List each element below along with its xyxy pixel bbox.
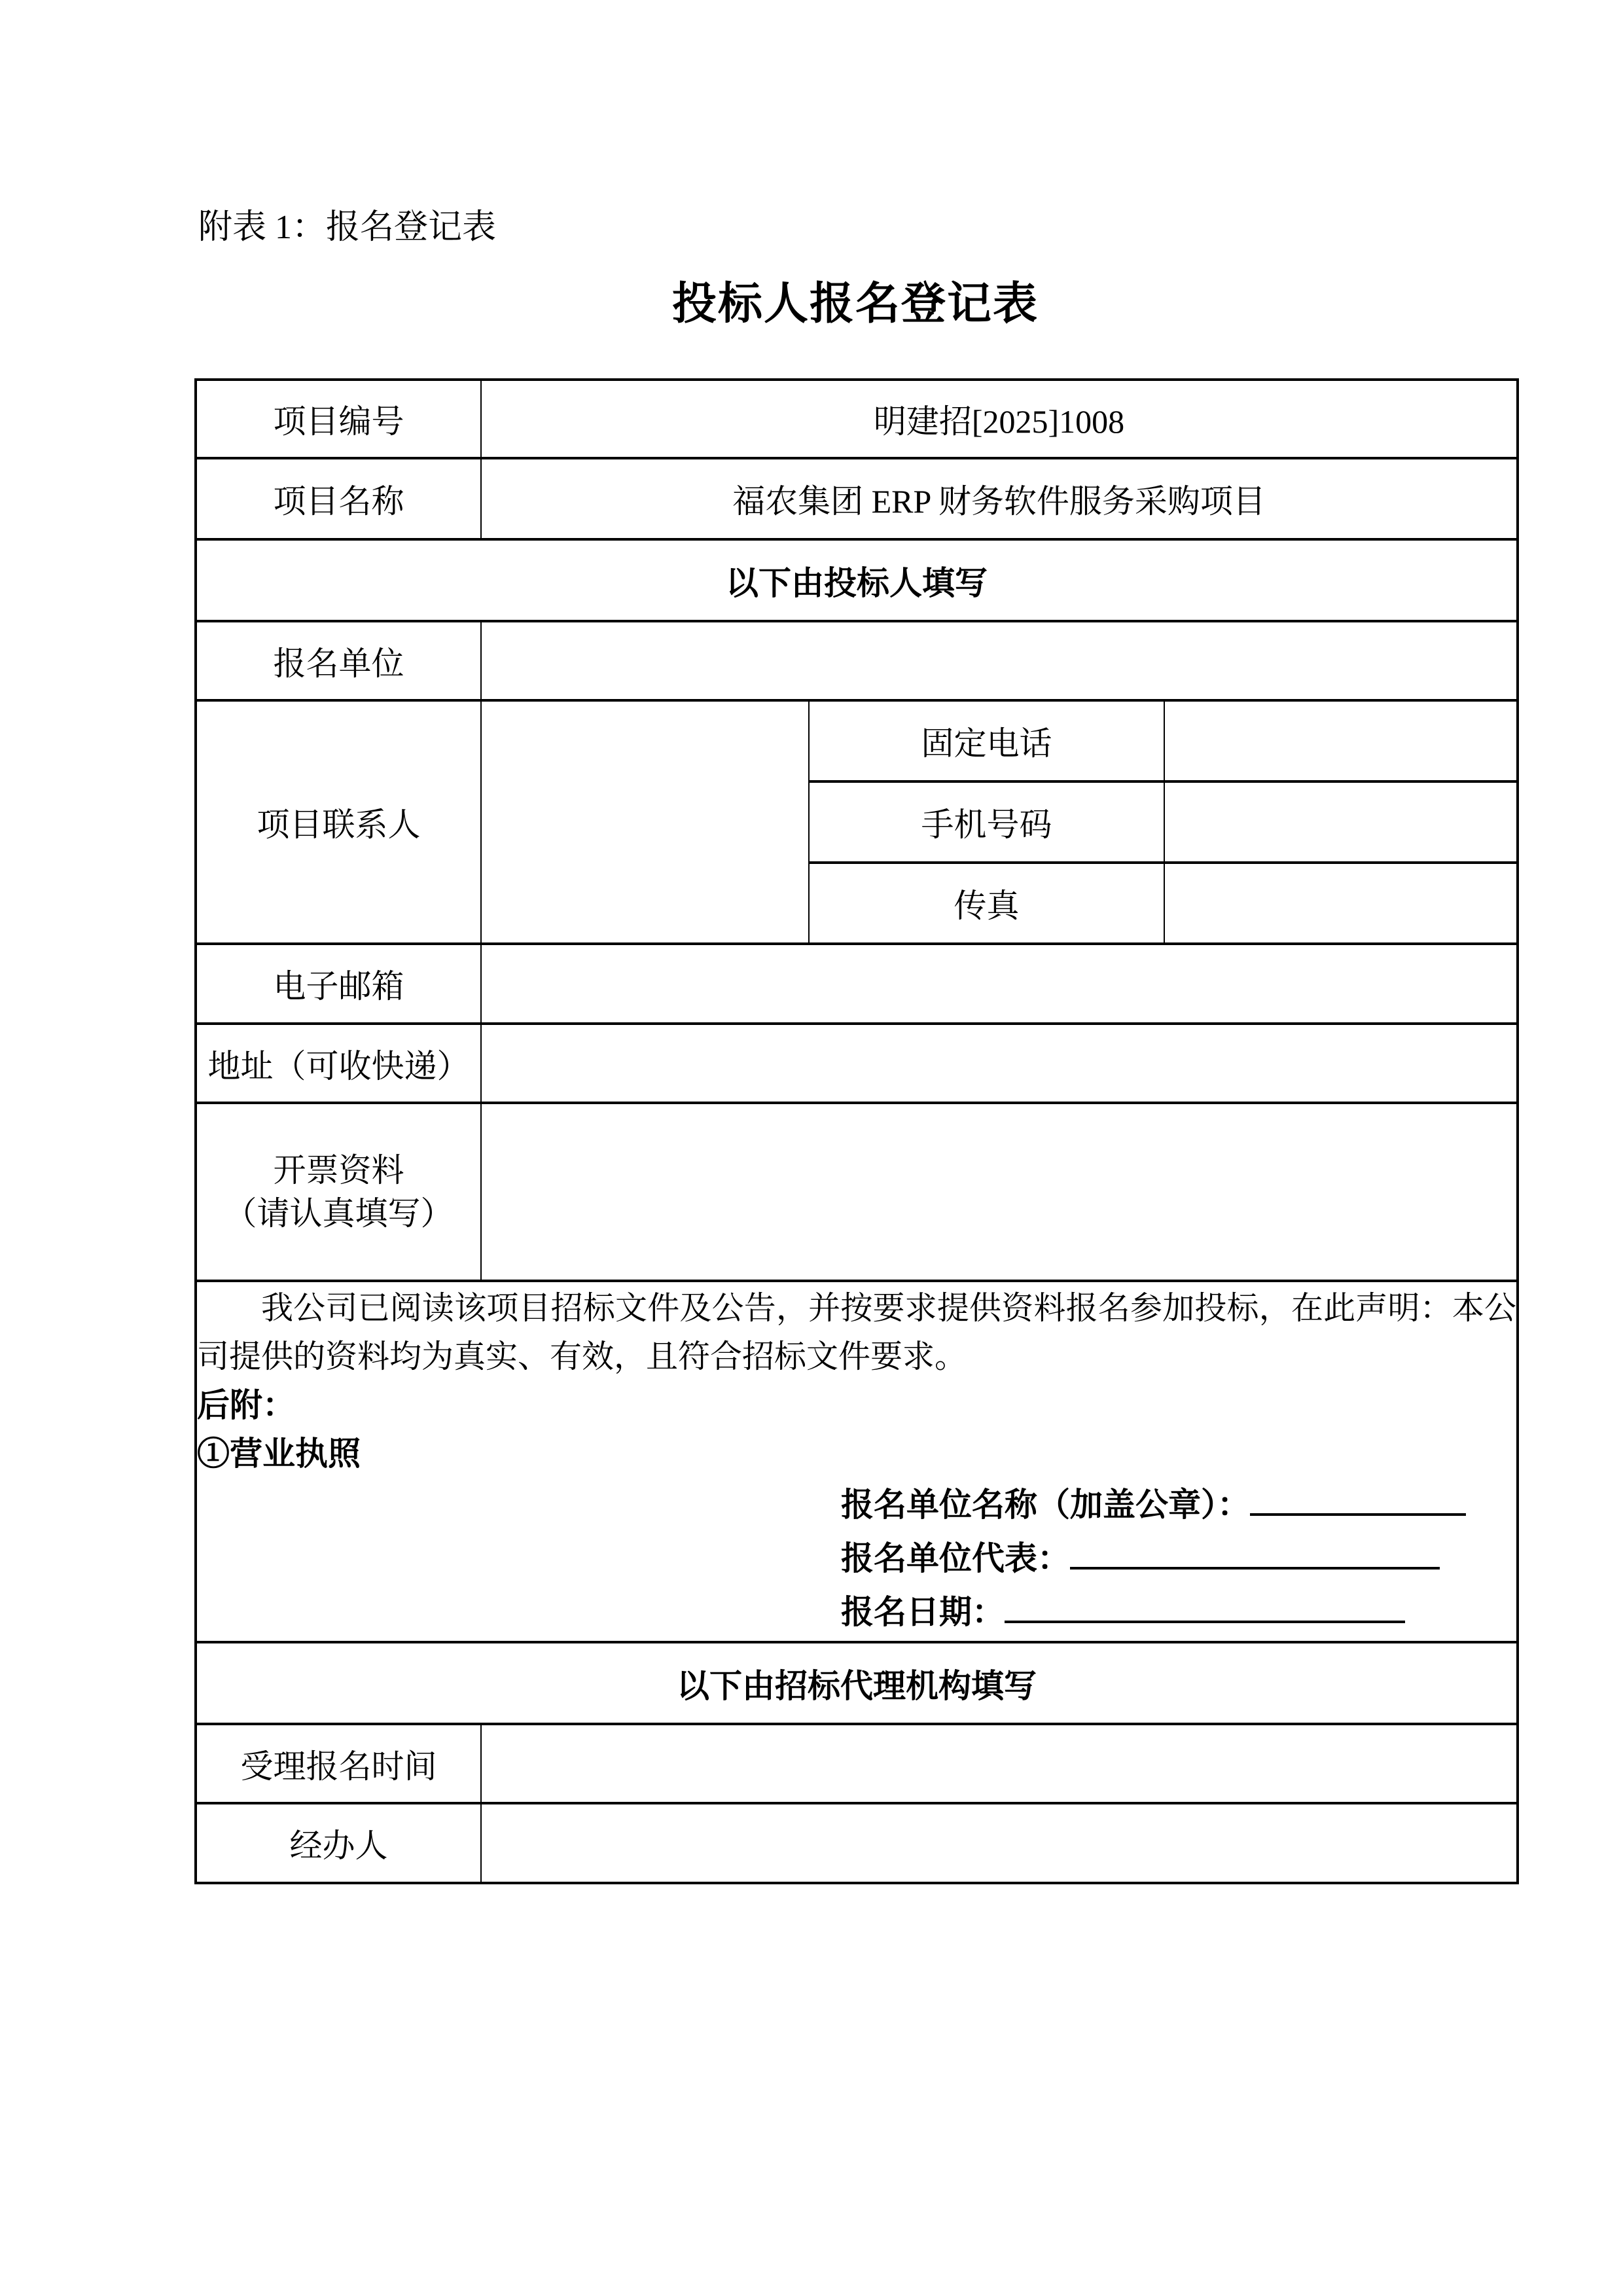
declaration-cell xyxy=(196,1281,1518,1642)
agency-section-header: 以下由招标代理机构填写 xyxy=(196,1642,1518,1724)
signature-rep-underline xyxy=(1070,1532,1440,1570)
table-row xyxy=(196,380,1518,458)
declaration-paragraph: 我公司已阅读该项目招标文件及公告，并按要求提供资料报名参加投标，在此声明：本公司提供的资料均为真实、有效，且符合招标文件要求。 xyxy=(197,1290,1517,1374)
attachment-item: ①营业执照 xyxy=(197,1435,361,1472)
applicant-unit-blank-cell xyxy=(481,621,1518,700)
email-blank-cell xyxy=(481,944,1518,1024)
invoice-label xyxy=(196,1103,481,1281)
bidder-section-header: 以下由投标人填写 xyxy=(196,539,1518,621)
table-row xyxy=(196,458,1518,539)
accept-time-blank-cell xyxy=(481,1724,1518,1803)
fax-label: 传真 xyxy=(809,863,1164,944)
handler-blank-cell xyxy=(481,1803,1518,1883)
mobile-blank-cell xyxy=(1164,781,1518,863)
table-row xyxy=(196,1281,1518,1642)
signature-rep-line xyxy=(841,1532,1516,1585)
attachment-heading: 后附： xyxy=(197,1387,295,1424)
invoice-label-line2: （请认真填写） xyxy=(224,1195,454,1232)
email-label: 电子邮箱 xyxy=(196,944,481,1024)
table-row xyxy=(196,1103,1518,1281)
table-row xyxy=(196,621,1518,700)
table-row xyxy=(196,1724,1518,1803)
phone-blank-cell xyxy=(1164,700,1518,781)
signature-block xyxy=(841,1478,1516,1639)
handler-label: 经办人 xyxy=(196,1803,481,1883)
phone-label: 固定电话 xyxy=(809,700,1164,781)
project-no-label: 项目编号 xyxy=(196,380,481,458)
contact-name-blank-cell xyxy=(481,700,809,944)
table-row xyxy=(196,1803,1518,1883)
invoice-blank-cell xyxy=(481,1103,1518,1281)
signature-date-line xyxy=(841,1585,1516,1639)
signature-company-underline xyxy=(1250,1478,1466,1516)
table-row xyxy=(196,1642,1518,1724)
signature-rep-label: 报名单位代表： xyxy=(841,1540,1070,1577)
project-no-value: 明建招[2025]1008 xyxy=(481,380,1518,458)
contact-label: 项目联系人 xyxy=(196,700,481,944)
mobile-label: 手机号码 xyxy=(809,781,1164,863)
registration-form-table xyxy=(194,378,1519,1884)
address-label: 地址（可收快递） xyxy=(196,1024,481,1103)
table-row xyxy=(196,944,1518,1024)
signature-company-label: 报名单位名称（加盖公章）： xyxy=(841,1486,1250,1523)
signature-date-label: 报名日期： xyxy=(841,1594,1005,1630)
table-row xyxy=(196,1024,1518,1103)
signature-company-line xyxy=(841,1478,1516,1532)
fax-blank-cell xyxy=(1164,863,1518,944)
appendix-label: 附表 1：报名登记表 xyxy=(198,209,497,246)
accept-time-label: 受理报名时间 xyxy=(196,1724,481,1803)
applicant-unit-label: 报名单位 xyxy=(196,621,481,700)
address-blank-cell xyxy=(481,1024,1518,1103)
table-row xyxy=(196,700,1518,781)
signature-date-underline xyxy=(1005,1585,1405,1623)
table-row xyxy=(196,539,1518,621)
invoice-label-line1: 开票资料 xyxy=(273,1152,404,1189)
project-name-value: 福农集团 ERP 财务软件服务采购项目 xyxy=(481,458,1518,539)
project-name-label: 项目名称 xyxy=(196,458,481,539)
page-title: 投标人报名登记表 xyxy=(671,279,1039,329)
